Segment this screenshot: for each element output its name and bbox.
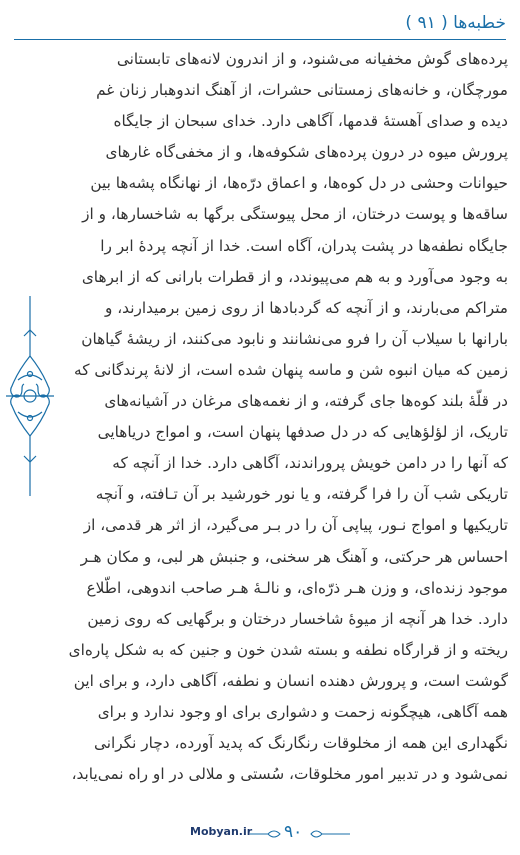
text-line: تاریکی شب آن را فرا گرفته، و یا نور خورشید بر آن تـافته، و آنچه <box>95 485 508 504</box>
text-line: مورچگان، و خانه‌های زمستانی حشرات، از آهنگ اندوهبار زنان غم <box>96 81 508 100</box>
header-divider <box>14 39 506 40</box>
page-number: ۹۰ <box>284 822 303 842</box>
chapter-title: خطبه‌ها ( ۹۱ ) <box>405 13 506 33</box>
text-line: همه آگاهی، هیچگونه زحمت و دشواری برای او وجود ندارد و برای <box>97 702 508 721</box>
text-line: که آنها را در دامن خویش پروراندند، آگاهی دارد. خدا از آنچه که <box>112 454 508 473</box>
text-line: دیده و صدای آهستهٔ قدمها، آگاهی دارد. خدای سبحان از جایگاه <box>113 112 508 131</box>
text-line: به وجود می‌آورد و به هم می‌پیوندد، و از قطرات بارانی که از ابرهای <box>81 267 508 286</box>
text-line: در قلّهٔ بلند کوه‌ها جای گرفته، و از نغمه‌های مرغان در آشیانه‌های <box>104 392 508 411</box>
text-line: پرورش میوه در درون پرده‌های شکوفه‌ها، و از مخفی‌گاه غارهای <box>105 143 508 162</box>
footer-ornament-left-icon <box>250 827 282 841</box>
text-line: نگهداری این همه از مخلوقات رنگارنگ که پدید آورده، دچار نگرانی <box>94 734 508 753</box>
text-line: تاریک، از لؤلؤهایی که در دل صدفها پنهان است، و امواج دریاهایی <box>97 423 508 442</box>
text-line: نمی‌شود و در تدبیر امور مخلوقات، سُستی و ملالی در او راه نمی‌یابد، <box>71 765 508 784</box>
site-label: Mobyan.ir <box>190 825 253 838</box>
body-text <box>60 44 508 790</box>
running-header <box>14 8 506 38</box>
text-line: ساقه‌ها و پوست درختان، از محل پیوستگی برگها به شاخسارها، و از <box>82 205 508 224</box>
text-line: پرده‌های گوش مخفیانه می‌شنود، و از اندرون لانه‌های تابستانی <box>116 50 508 68</box>
text-line: زمین که میان انبوه شن و ماسه پنهان شده است، از لانهٔ پرندگانی که <box>74 360 508 379</box>
text-line: دارد. خدا هر آنچه از میوهٔ شاخسار درختان و برگهایی که روی زمین <box>87 609 508 628</box>
footer-ornament-right-icon <box>310 827 350 841</box>
text-line: متراکم می‌بارند، و از آنچه که گردبادها از روی زمین برمیدارند، و <box>104 298 508 317</box>
text-line: بارانها با سیلاب آن را فرو می‌نشانند و نابود می‌کنند، از ریشهٔ گیاهان <box>81 329 508 348</box>
page-footer <box>0 821 520 847</box>
text-line: احساس هر حرکتی، و آهنگ هر سخنی، و جنبش هر لبی، و مکان هـر <box>80 547 508 566</box>
text-line: تاریکیها و امواج نـور، پیاپی آن را در بـر می‌گیرد، از اثر هر قدمی، از <box>83 516 508 535</box>
text-line: حیوانات وحشی در دل کوه‌ها، و اعماق درّه‌ها، از نهانگاه پشه‌ها بین <box>90 174 508 193</box>
side-ornament-icon <box>2 296 58 496</box>
text-line: گوشت است، و پرورش دهنده انسان و نطفه، آگاهی دارد، و برای این <box>73 671 508 690</box>
text-line: ریخته و از قرارگاه نطفه و بسته شدن خون و جنین که به شکل پاره‌ای <box>68 640 508 659</box>
text-line: جایگاه نطفه‌ها در پشت پدران، آگاه است. خدا از آنچه پردهٔ ابر را <box>100 236 508 255</box>
text-line: موجود زنده‌ای، و وزن هـر ذرّه‌ای، و نالـهٔ هـر صاحب اندوهی، اطّلاع <box>86 578 508 597</box>
